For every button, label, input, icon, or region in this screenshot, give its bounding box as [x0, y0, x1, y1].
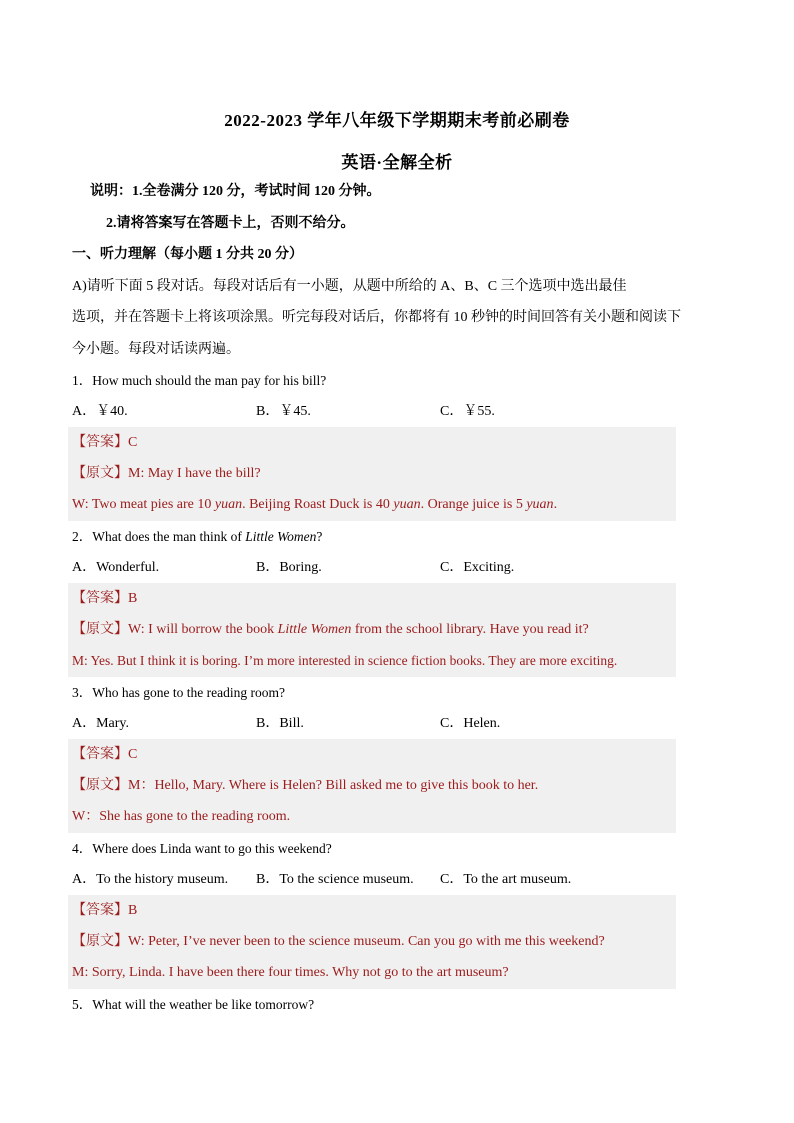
q2-option-b: B．Boring. — [256, 560, 322, 575]
q4-answer: 【答案】B — [72, 903, 138, 918]
q1-option-c: C．￥55. — [440, 404, 495, 419]
q4-option-b: B．To the science museum. — [256, 872, 414, 887]
q4-option-c: C．To the art museum. — [440, 872, 572, 887]
q1-option-b: B．￥45. — [256, 404, 311, 419]
q2-transcript-line-2: M: Yes. But I think it is boring. I’m more interested in science fiction books. They are more exciting. — [72, 653, 618, 668]
q2-answer: 【答案】B — [72, 591, 138, 606]
q3-option-a: A．Mary. — [72, 716, 130, 731]
q1-transcript-line-2: W: Two meat pies are 10 yuan. Beijing Roast Duck is 40 yuan. Orange juice is 5 yuan. — [72, 497, 558, 512]
q3-transcript-line-2: W：She has gone to the reading room. — [72, 809, 291, 824]
q4-transcript-line-2: M: Sorry, Linda. I have been there four times. Why not go to the art museum? — [72, 965, 509, 980]
q2-transcript-line-1: 【原文】W: I will borrow the book Little Women from the school library. Have you read it? — [72, 622, 589, 637]
question-3: 3．Who has gone to the reading room? — [72, 685, 285, 700]
q1-option-a: A．￥40. — [72, 404, 128, 419]
note-line-2: 2.请将答案写在答题卡上，否则不给分。 — [106, 216, 355, 231]
q3-option-b: B．Bill. — [256, 716, 304, 731]
document-title: 2022-2023 学年八年级下学期期末考前必刷卷 — [224, 111, 570, 130]
instructions-line-2: 选项，并在答题卡上将该项涂黑。听完每段对话后，你都将有 10 秒钟的时间回答有关小题和阅读下 — [72, 310, 681, 325]
question-1: 1．How much should the man pay for his bill? — [72, 373, 327, 388]
question-4: 4．Where does Linda want to go this weekend? — [72, 841, 332, 856]
question-2: 2．What does the man think of Little Women? — [72, 529, 323, 544]
question-5: 5．What will the weather be like tomorrow? — [72, 997, 315, 1012]
q4-transcript-line-1: 【原文】W: Peter, I’ve never been to the science museum. Can you go with me this weekend? — [72, 934, 605, 949]
q4-option-a: A．To the history museum. — [72, 872, 229, 887]
document-subtitle: 英语·全解全析 — [341, 153, 453, 172]
q3-transcript-line-1: 【原文】M：Hello, Mary. Where is Helen? Bill asked me to give this book to her. — [72, 778, 539, 793]
q2-option-a: A．Wonderful. — [72, 560, 160, 575]
instructions-line-3: 今小题。每段对话读两遍。 — [72, 342, 240, 357]
section-heading: 一、听力理解（每小题 1 分共 20 分） — [72, 247, 303, 262]
q3-answer: 【答案】C — [72, 747, 138, 762]
q3-option-c: C．Helen. — [440, 716, 501, 731]
q1-transcript-line-1: 【原文】M: May I have the bill? — [72, 466, 261, 481]
note-line-1: 说明：1.全卷满分 120 分，考试时间 120 分钟。 — [90, 184, 381, 199]
instructions-line-1: A)请听下面 5 段对话。每段对话后有一小题，从题中所给的 A、B、C 三个选项中选出最佳 — [72, 279, 627, 294]
q1-answer: 【答案】C — [72, 435, 138, 450]
q2-option-c: C．Exciting. — [440, 560, 515, 575]
